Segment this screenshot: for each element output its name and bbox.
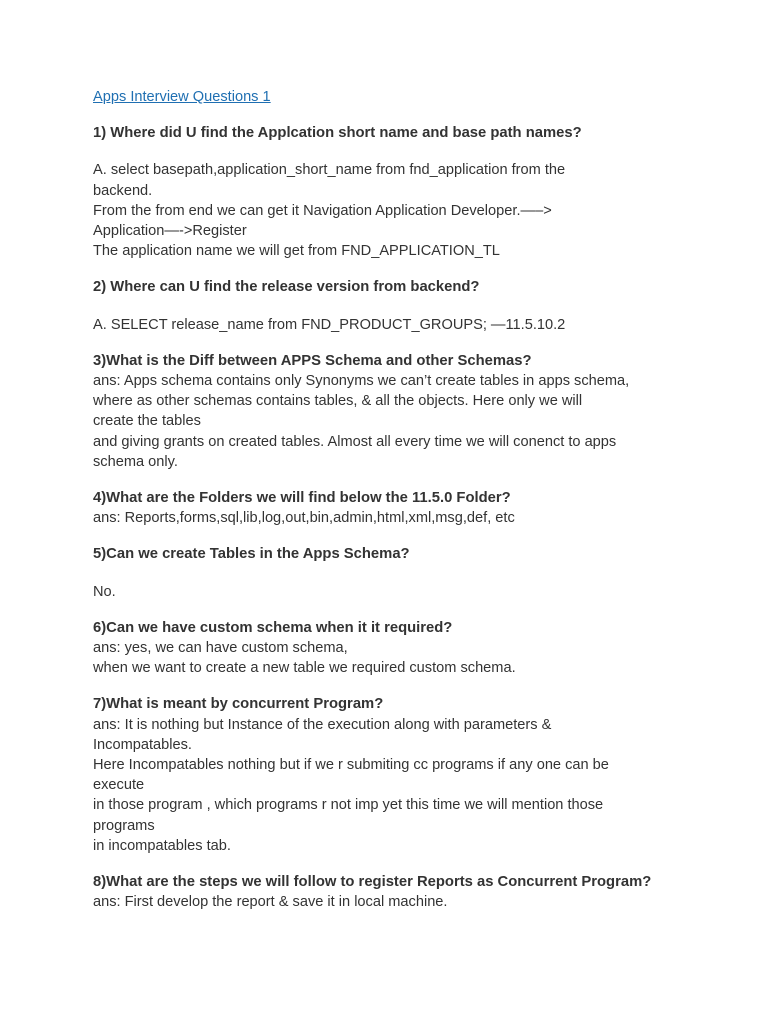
question-8: 8)What are the steps we will follow to register Reports as Concurrent Program? <box>93 874 652 891</box>
answer-line: A. SELECT release_name from FND_PRODUCT_GROUPS; —11.5.10.2 <box>93 316 566 333</box>
answer-line: ans: First develop the report & save it in local machine. <box>93 894 448 911</box>
answer-line: schema only. <box>93 453 178 470</box>
qa-section-1 <box>93 123 683 261</box>
answer-line: in those program , which programs r not imp yet this time we will mention those <box>93 797 604 814</box>
answer-5 <box>93 582 683 602</box>
qa-section-3 <box>93 351 683 472</box>
question-5: 5)Can we create Tables in the Apps Schema? <box>93 546 410 563</box>
qa-section-6 <box>93 618 683 679</box>
qa-section-5 <box>93 544 683 601</box>
document-page <box>93 87 683 929</box>
answer-line: No. <box>93 583 116 600</box>
answer-6 <box>93 638 683 678</box>
answer-line: backend. <box>93 182 153 199</box>
answer-line: Here Incompatables nothing but if we r submiting cc programs if any one can be <box>93 757 609 774</box>
answer-line: and giving grants on created tables. Almost all every time we will conenct to apps <box>93 433 617 450</box>
question-1: 1) Where did U find the Applcation short name and base path names? <box>93 125 582 142</box>
answer-7 <box>93 715 683 856</box>
question-6: 6)Can we have custom schema when it it required? <box>93 619 453 636</box>
answer-line: ans: Apps schema contains only Synonyms we can’t create tables in apps schema, <box>93 373 630 390</box>
qa-section-7 <box>93 694 683 856</box>
answer-4 <box>93 508 683 528</box>
answer-1 <box>93 160 683 261</box>
qa-section-2 <box>93 277 683 334</box>
answer-line: A. select basepath,application_short_name from fnd_application from the <box>93 162 566 179</box>
answer-2 <box>93 315 683 335</box>
question-3: 3)What is the Diff between APPS Schema and other Schemas? <box>93 352 532 369</box>
title-link[interactable]: Apps Interview Questions 1 <box>93 89 271 105</box>
answer-line: Application—->Register <box>93 223 247 240</box>
qa-section-8 <box>93 872 683 912</box>
qa-section-4 <box>93 488 683 528</box>
answer-line: From the from end we can get it Navigation Application Developer.—–> <box>93 202 552 219</box>
answer-line: programs <box>93 817 155 834</box>
question-7: 7)What is meant by concurrent Program? <box>93 696 384 713</box>
answer-line: execute <box>93 777 145 794</box>
answer-8 <box>93 892 683 912</box>
answer-line: ans: yes, we can have custom schema, <box>93 640 348 657</box>
answer-line: when we want to create a new table we required custom schema. <box>93 660 516 677</box>
question-2: 2) Where can U find the release version from backend? <box>93 279 480 296</box>
answer-line: The application name we will get from FND_APPLICATION_TL <box>93 243 500 260</box>
answer-line: ans: Reports,forms,sql,lib,log,out,bin,admin,html,xml,msg,def, etc <box>93 510 515 527</box>
question-4: 4)What are the Folders we will find below the 11.5.0 Folder? <box>93 490 511 507</box>
answer-line: Incompatables. <box>93 736 192 753</box>
answer-line: where as other schemas contains tables, & all the objects. Here only we will <box>93 393 583 410</box>
answer-line: ans: It is nothing but Instance of the execution along with parameters & <box>93 716 552 733</box>
answer-line: in incompatables tab. <box>93 837 231 854</box>
answer-line: create the tables <box>93 413 201 430</box>
answer-3 <box>93 371 683 472</box>
